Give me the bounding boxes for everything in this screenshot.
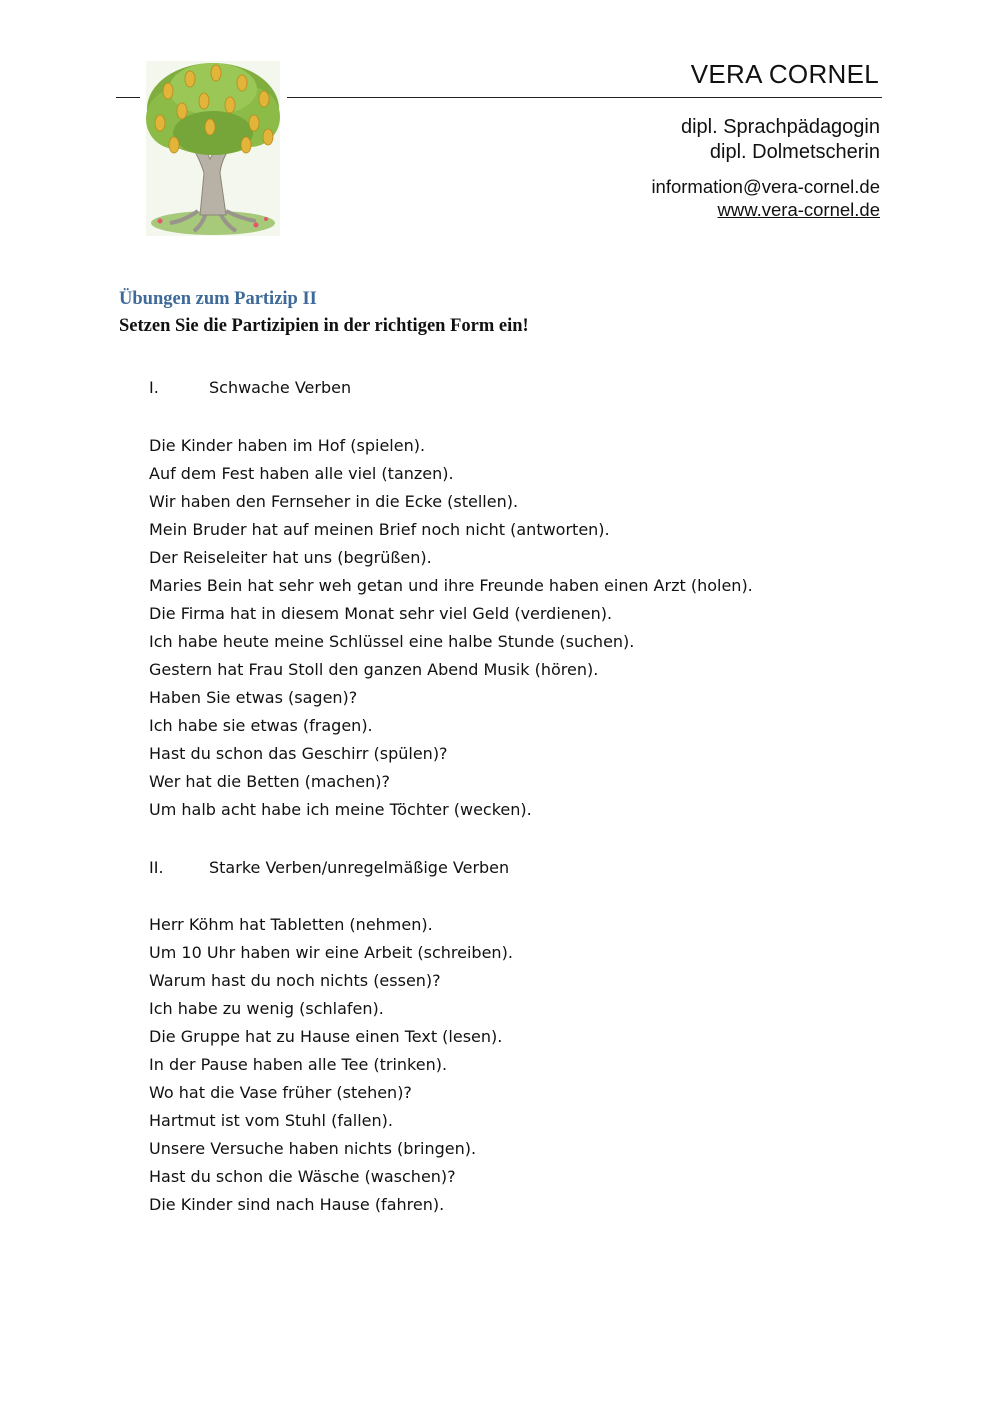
- exercise-sentence: Um 10 Uhr haben wir eine Arbeit (schreiben).: [149, 943, 513, 962]
- pear-tree-logo-icon: [146, 61, 280, 236]
- section-title: Starke Verben/unregelmäßige Verben: [209, 858, 510, 877]
- exercise-heading: Übungen zum Partizip II: [119, 289, 317, 309]
- exercise-sentence: Hast du schon die Wäsche (waschen)?: [149, 1167, 456, 1186]
- title-line-1: dipl. Sprachpädagogin: [680, 116, 880, 138]
- exercise-sentence: Die Gruppe hat zu Hause einen Text (lesen).: [149, 1027, 503, 1046]
- exercise-sentence: Herr Köhm hat Tabletten (nehmen).: [149, 915, 433, 934]
- email-link[interactable]: information@vera-cornel.de: [651, 176, 880, 197]
- exercise-sentence: Wir haben den Fernseher in die Ecke (stellen).: [149, 492, 519, 511]
- exercise-sentence: In der Pause haben alle Tee (trinken).: [149, 1055, 448, 1074]
- exercise-sentence: Ich habe sie etwas (fragen).: [149, 716, 373, 735]
- exercise-instruction: Setzen Sie die Partizipien in der richtigen Form ein!: [119, 316, 529, 336]
- exercise-sentence: Hast du schon das Geschirr (spülen)?: [149, 744, 448, 763]
- exercise-sentence: Maries Bein hat sehr weh getan und ihre Freunde haben einen Arzt (holen).: [149, 576, 753, 595]
- exercise-sentence: Haben Sie etwas (sagen)?: [149, 688, 358, 707]
- exercise-sentence: Wer hat die Betten (machen)?: [149, 772, 390, 791]
- exercise-sentence: Auf dem Fest haben alle viel (tanzen).: [149, 464, 454, 483]
- header-rule-right: [287, 97, 882, 98]
- exercise-sentence: Um halb acht habe ich meine Töchter (wecken).: [149, 800, 532, 819]
- exercise-sentence: Die Kinder haben im Hof (spielen).: [149, 436, 426, 455]
- exercise-sentence: Unsere Versuche haben nichts (bringen).: [149, 1139, 477, 1158]
- section-heading-1: [149, 378, 351, 397]
- professional-titles: [681, 115, 880, 165]
- exercise-sentence: Die Firma hat in diesem Monat sehr viel Geld (verdienen).: [149, 604, 613, 623]
- sentence-list-weak-verbs: [149, 432, 753, 824]
- brand-name: VERA CORNEL: [690, 59, 879, 89]
- exercise-sentence: Ich habe zu wenig (schlafen).: [149, 999, 384, 1018]
- exercise-sentence: Der Reiseleiter hat uns (begrüßen).: [149, 548, 432, 567]
- exercise-sentence: Gestern hat Frau Stoll den ganzen Abend Musik (hören).: [149, 660, 599, 679]
- section-number: I.: [149, 378, 159, 397]
- exercise-sentence: Die Kinder sind nach Hause (fahren).: [149, 1195, 445, 1214]
- website-link[interactable]: www.vera-cornel.de: [717, 199, 880, 220]
- header-rule-left: [116, 97, 140, 98]
- exercise-sentence: Warum hast du noch nichts (essen)?: [149, 971, 441, 990]
- title-line-2: dipl. Dolmetscherin: [709, 141, 880, 163]
- sentence-list-strong-verbs: [149, 911, 513, 1219]
- section-number: II.: [149, 858, 164, 877]
- contact-block: [651, 175, 880, 221]
- exercise-sentence: Mein Bruder hat auf meinen Brief noch nicht (antworten).: [149, 520, 610, 539]
- exercise-sentence: Hartmut ist vom Stuhl (fallen).: [149, 1111, 393, 1130]
- exercise-sentence: Ich habe heute meine Schlüssel eine halbe Stunde (suchen).: [149, 632, 635, 651]
- exercise-sentence: Wo hat die Vase früher (stehen)?: [149, 1083, 412, 1102]
- section-heading-2: [149, 858, 509, 877]
- section-title: Schwache Verben: [209, 378, 352, 397]
